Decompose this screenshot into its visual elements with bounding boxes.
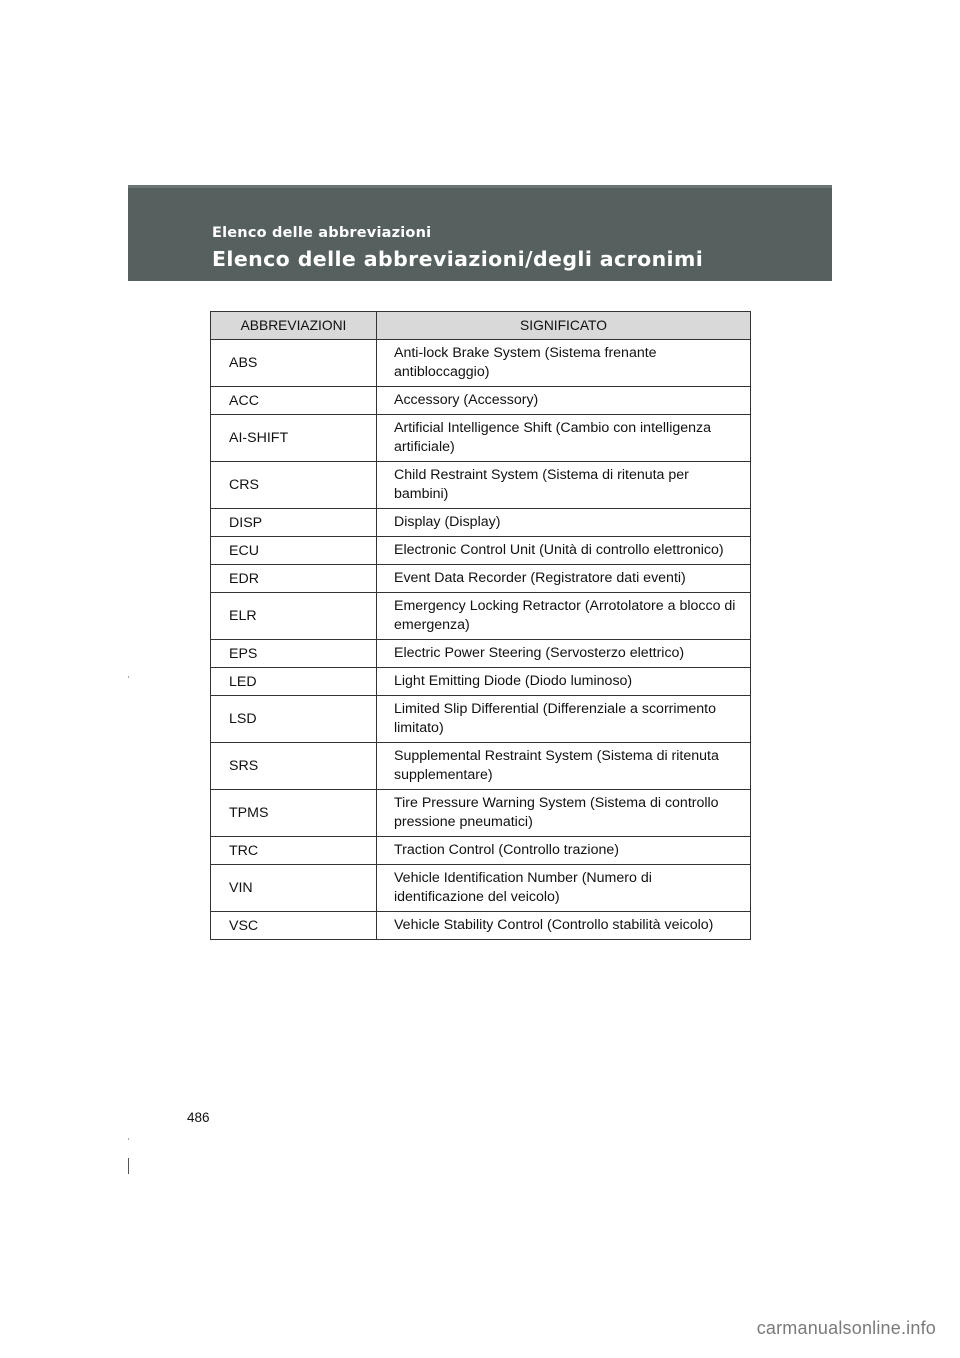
- meaning-cell: Anti-lock Brake System (Sistema frenante antibloccaggio): [377, 340, 751, 387]
- abbreviation-cell: TRC: [211, 837, 377, 865]
- abbreviation-cell: EPS: [211, 640, 377, 668]
- table-row: [211, 696, 751, 743]
- abbreviation-cell: ELR: [211, 593, 377, 640]
- meaning-cell: Electronic Control Unit (Unità di controllo elettronico): [377, 537, 751, 565]
- abbreviation-cell: LED: [211, 668, 377, 696]
- meaning-cell: Supplemental Restraint System (Sistema di ritenuta supplementare): [377, 743, 751, 790]
- margin-mark: [128, 1158, 129, 1174]
- table-row: [211, 387, 751, 415]
- meaning-cell: Vehicle Stability Control (Controllo stabilità veicolo): [377, 912, 751, 940]
- page-title: Elenco delle abbreviazioni/degli acronimi: [212, 247, 704, 271]
- meaning-cell: Tire Pressure Warning System (Sistema di controllo pressione pneumatici): [377, 790, 751, 837]
- table-row: [211, 565, 751, 593]
- abbreviation-cell: ACC: [211, 387, 377, 415]
- abbreviation-cell: ABS: [211, 340, 377, 387]
- table-row: [211, 790, 751, 837]
- abbreviation-cell: LSD: [211, 696, 377, 743]
- meaning-cell: Limited Slip Differential (Differenziale a scorrimento limitato): [377, 696, 751, 743]
- abbreviation-cell: VIN: [211, 865, 377, 912]
- margin-mark: [128, 676, 129, 678]
- meaning-cell: Electric Power Steering (Servosterzo elettrico): [377, 640, 751, 668]
- table-header-row: [211, 312, 751, 340]
- table-row: [211, 462, 751, 509]
- table-row: [211, 537, 751, 565]
- header-divider: [128, 185, 832, 188]
- table-row: [211, 340, 751, 387]
- abbreviation-cell: SRS: [211, 743, 377, 790]
- table-row: [211, 593, 751, 640]
- abbreviation-cell: ECU: [211, 537, 377, 565]
- margin-mark: [128, 1138, 129, 1140]
- table-row: [211, 743, 751, 790]
- abbreviations-table: [210, 311, 751, 940]
- abbreviation-cell: AI-SHIFT: [211, 415, 377, 462]
- meaning-cell: Emergency Locking Retractor (Arrotolatore a blocco di emergenza): [377, 593, 751, 640]
- meaning-cell: Display (Display): [377, 509, 751, 537]
- meaning-cell: Accessory (Accessory): [377, 387, 751, 415]
- meaning-cell: Light Emitting Diode (Diodo luminoso): [377, 668, 751, 696]
- column-header-abbreviations: ABBREVIAZIONI: [211, 312, 377, 340]
- abbreviation-cell: VSC: [211, 912, 377, 940]
- meaning-cell: Child Restraint System (Sistema di ritenuta per bambini): [377, 462, 751, 509]
- section-header: [128, 185, 832, 281]
- table-row: [211, 415, 751, 462]
- column-header-meaning: SIGNIFICATO: [377, 312, 751, 340]
- meaning-cell: Artificial Intelligence Shift (Cambio con intelligenza artificiale): [377, 415, 751, 462]
- table-row: [211, 912, 751, 940]
- abbreviation-cell: DISP: [211, 509, 377, 537]
- watermark-text: carmanualsonline.info: [756, 1318, 936, 1338]
- table-row: [211, 668, 751, 696]
- page-number: 486: [187, 1110, 210, 1125]
- section-label: Elenco delle abbreviazioni: [212, 225, 432, 241]
- meaning-cell: Event Data Recorder (Registratore dati eventi): [377, 565, 751, 593]
- abbreviation-cell: CRS: [211, 462, 377, 509]
- table-row: [211, 837, 751, 865]
- abbreviation-cell: EDR: [211, 565, 377, 593]
- meaning-cell: Vehicle Identification Number (Numero di identificazione del veicolo): [377, 865, 751, 912]
- abbreviation-cell: TPMS: [211, 790, 377, 837]
- table-row: [211, 865, 751, 912]
- meaning-cell: Traction Control (Controllo trazione): [377, 837, 751, 865]
- table-row: [211, 640, 751, 668]
- table-row: [211, 509, 751, 537]
